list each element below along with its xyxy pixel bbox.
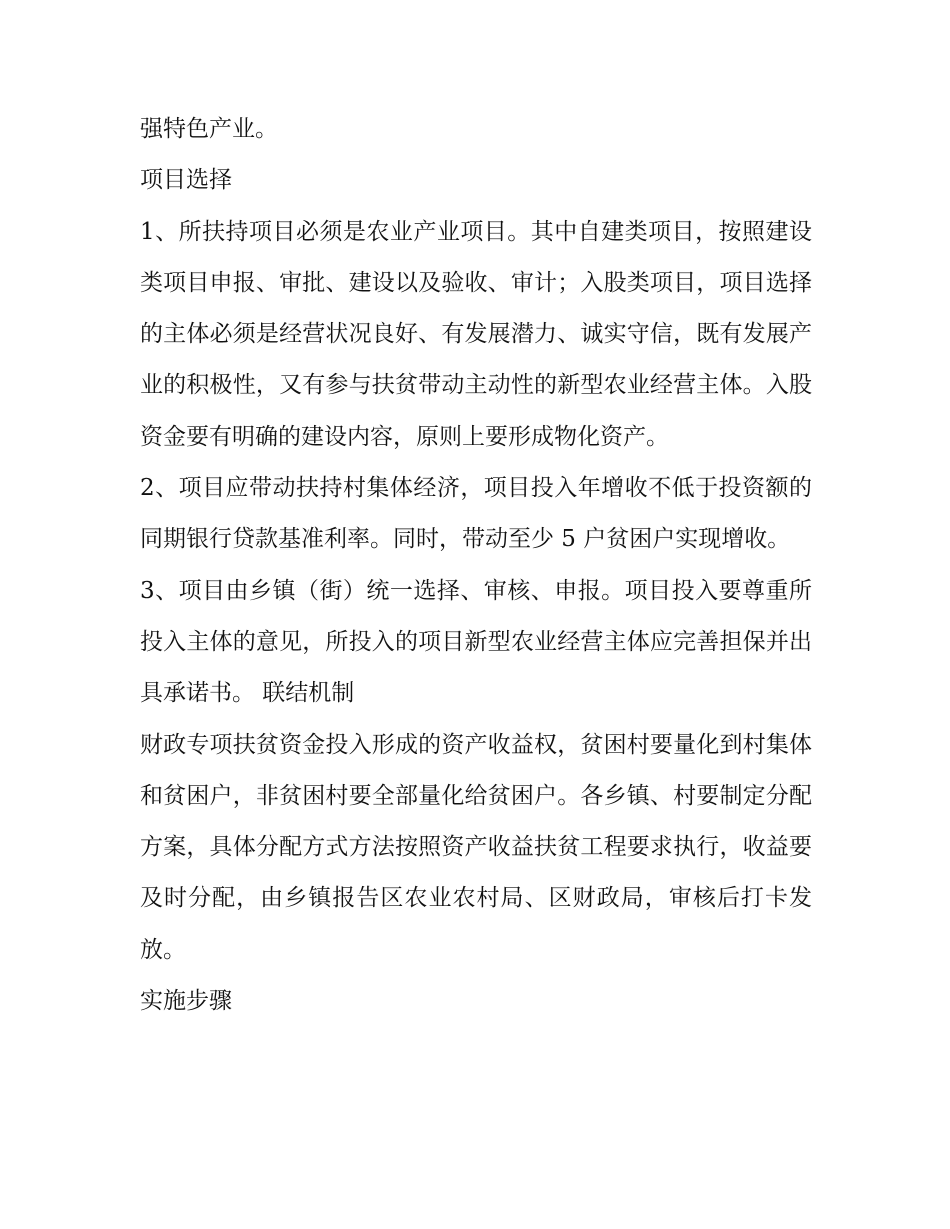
heading-project-selection: 项目选择 xyxy=(140,167,232,194)
paragraph-linkage-mechanism: 财政专项扶贫资金投入形成的资产收益权，贫困村要量化到村集体和贫困户，非贫困村要全部量化给贫困户。各乡镇、村要制定分配方案，具体分配方式方法按照资产收益扶贫工程要求执行，收益要及时分配，由乡镇报告区农业农村局、区财政局，审核后打卡发放。 xyxy=(140,731,812,963)
document-body xyxy=(140,104,812,1027)
paragraph-intro-tail: 强特色产业。 xyxy=(140,116,278,142)
paragraph-item-3: 3、项目由乡镇（街）统一选择、审核、申报。项目投入要尊重所投入主体的意见，所投入的项目新型农业经营主体应完善担保并出具承诺书。 联结机制 xyxy=(140,577,812,707)
paragraph-item-1: 1、所扶持项目必须是农业产业项目。其中自建类项目，按照建设类项目申报、审批、建设以及验收、审计；入股类项目，项目选择的主体必须是经营状况良好、有发展潜力、诚实守信，既有发展产业的积极性，又有参与扶贫带动主动性的新型农业经营主体。入股资金要有明确的建设内容，原则上要形成物化资产。 xyxy=(140,218,812,450)
paragraph-item-2: 2、项目应带动扶持村集体经济，项目投入年增收不低于投资额的同期银行贷款基准利率。同时，带动至少 5 户贫困户实现增收。 xyxy=(140,475,812,553)
heading-implementation-steps: 实施步骤 xyxy=(140,988,232,1015)
